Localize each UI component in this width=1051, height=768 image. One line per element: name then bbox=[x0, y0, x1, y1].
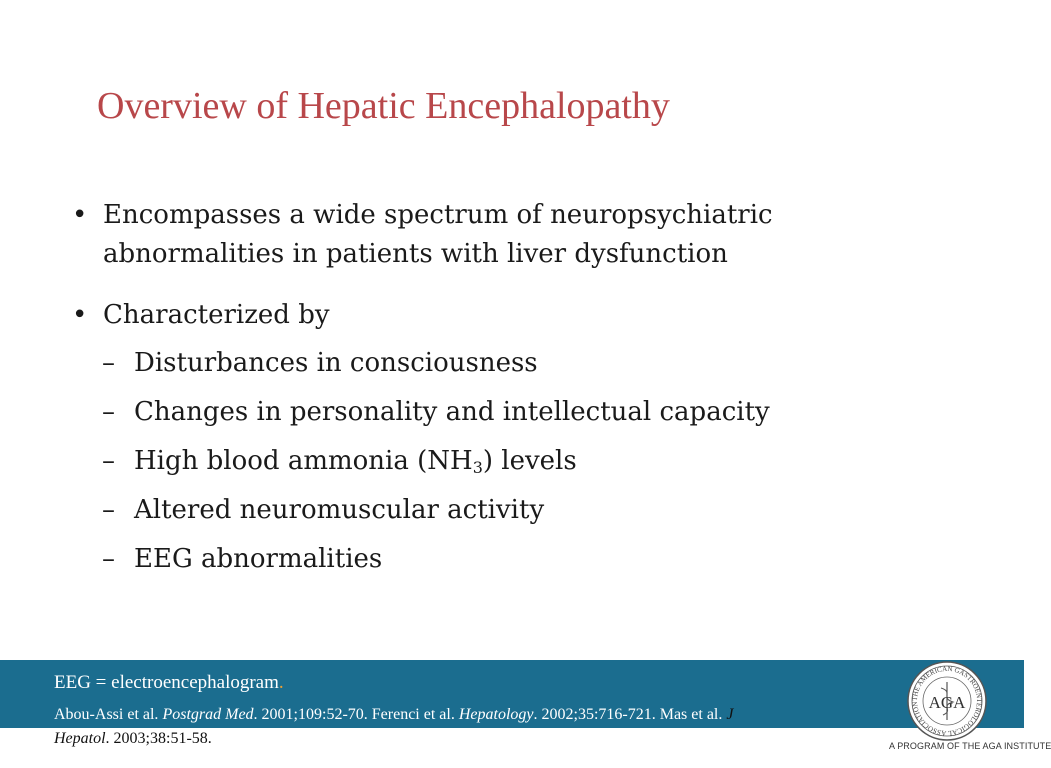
aga-tagline: A PROGRAM OF THE AGA INSTITUTE bbox=[889, 741, 1051, 751]
ref-detail: . 2002;35:716-721. Mas et al. bbox=[533, 706, 727, 723]
ref-detail: . 2001;109:52-70. Ferenci et al. bbox=[253, 706, 459, 723]
sub-item-text: EEG abnormalities bbox=[134, 544, 383, 574]
abbreviation-text: EEG = electroencephalogram bbox=[54, 672, 279, 693]
subscript-three: 3 bbox=[472, 458, 483, 477]
ref-journal: Postgrad Med bbox=[162, 706, 254, 723]
sub-item-text-after: ) levels bbox=[482, 446, 577, 476]
ref-journal: Hepatol bbox=[54, 730, 106, 747]
sub-item bbox=[72, 393, 972, 432]
slide-content bbox=[72, 196, 972, 589]
references bbox=[54, 703, 934, 751]
ref-authors: Abou-Assi et al. bbox=[54, 706, 163, 723]
bullet-mark: • bbox=[72, 200, 88, 230]
bullet-line: abnormalities in patients with liver dysfunction bbox=[103, 239, 728, 269]
seal-ring-text: THE AMERICAN GASTROENTEROLOGICAL ASSOCIATION bbox=[910, 664, 984, 738]
sub-item bbox=[72, 491, 972, 530]
slide-title: Overview of Hepatic Encephalopathy bbox=[97, 85, 670, 127]
dash-mark: – bbox=[102, 446, 115, 476]
dash-mark: – bbox=[102, 348, 115, 378]
dash-mark: – bbox=[102, 397, 115, 427]
seal-monogram: AGA bbox=[928, 693, 966, 712]
sub-item-text-before: High blood ammonia (NH bbox=[134, 446, 473, 476]
sub-item bbox=[72, 442, 972, 481]
bullet-mark: • bbox=[72, 300, 88, 330]
sub-item-text: Disturbances in consciousness bbox=[134, 348, 538, 378]
abbreviation-dot: . bbox=[278, 672, 284, 693]
abbreviation-note bbox=[54, 672, 284, 694]
bullet-line: Encompasses a wide spectrum of neuropsychiatric bbox=[103, 200, 773, 230]
sub-item bbox=[72, 540, 972, 579]
ref-journal-j: J bbox=[726, 706, 734, 723]
sub-item-text: Altered neuromuscular activity bbox=[134, 495, 545, 525]
sub-item-text: Changes in personality and intellectual capacity bbox=[134, 397, 770, 427]
bullet-characterized bbox=[72, 296, 972, 335]
sub-item bbox=[72, 344, 972, 383]
aga-seal-logo bbox=[902, 660, 992, 742]
dash-mark: – bbox=[102, 544, 115, 574]
bullet-spectrum bbox=[72, 196, 972, 274]
ref-detail: . 2003;38:51-58. bbox=[105, 730, 212, 747]
bullet-line: Characterized by bbox=[103, 300, 330, 330]
ref-journal: Hepatology bbox=[458, 706, 534, 723]
dash-mark: – bbox=[102, 495, 115, 525]
